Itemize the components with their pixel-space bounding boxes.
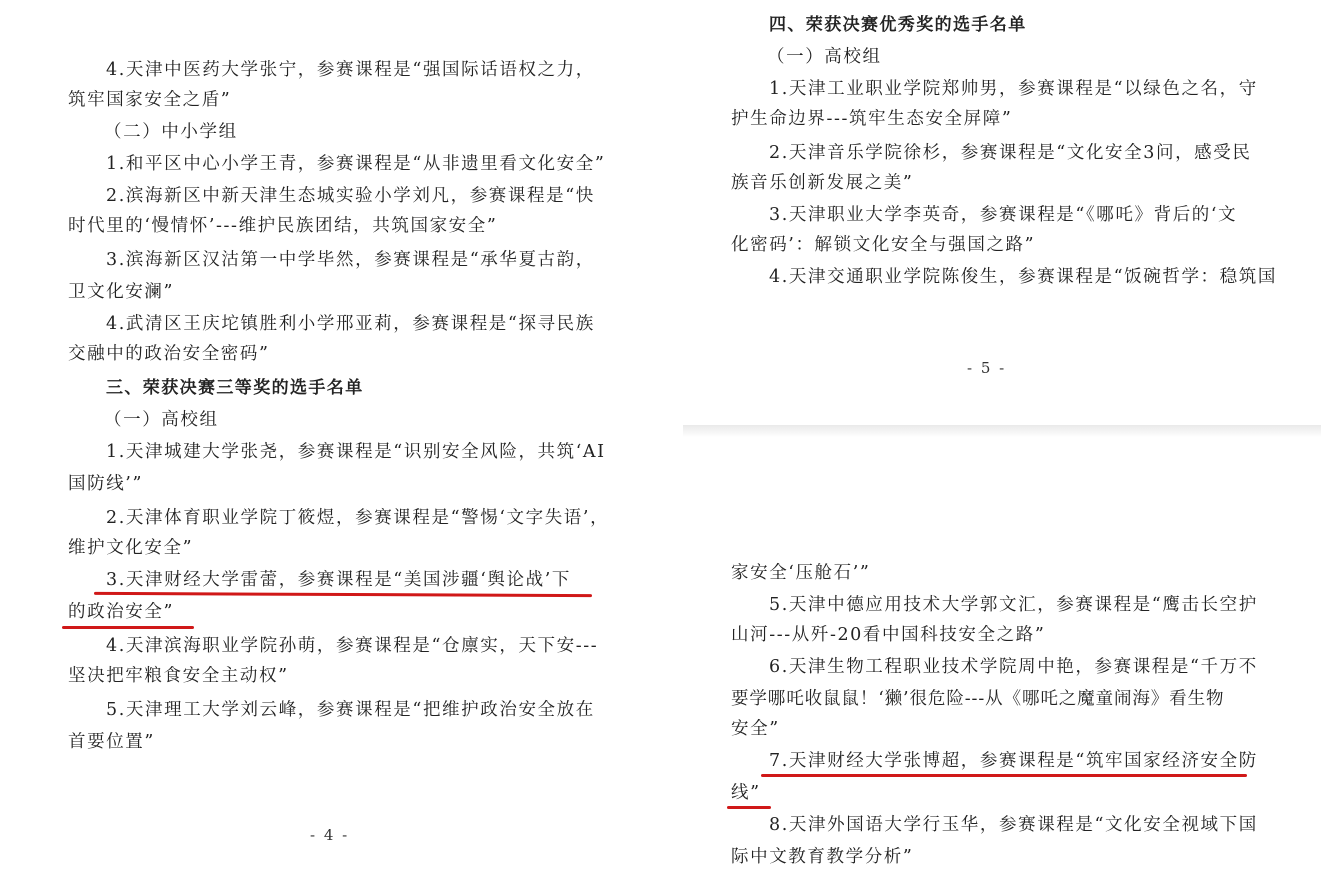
text-line: 卫文化安澜” xyxy=(68,282,175,302)
section-heading: 三、荣获决赛三等奖的选手名单 xyxy=(106,378,364,398)
text-line: 3.天津职业大学李英奇，参赛课程是“《哪吒》背后的‘文 xyxy=(769,205,1238,225)
text-line: 交融中的政治安全密码” xyxy=(68,344,270,364)
section-heading: 四、荣获决赛优秀奖的选手名单 xyxy=(769,15,1027,35)
text-line: 际中文教育教学分析” xyxy=(731,847,914,867)
red-underline xyxy=(727,806,771,809)
section-subheading: （一）高校组 xyxy=(767,47,882,67)
text-line: 首要位置” xyxy=(68,732,155,752)
text-line: 时代里的‘慢情怀’---维护民族团结，共筑国家安全” xyxy=(68,216,498,236)
section-subheading: （一）高校组 xyxy=(104,410,219,430)
right-top-page xyxy=(683,0,1331,425)
red-underline xyxy=(62,626,194,629)
text-line: 维护文化安全” xyxy=(68,538,194,558)
page-number: - 5 - xyxy=(967,359,1007,377)
text-line: 4.武清区王庆坨镇胜利小学邢亚莉，参赛课程是“探寻民族 xyxy=(106,314,595,334)
highlighted-text-line: 线” xyxy=(731,783,761,803)
page-separator xyxy=(683,425,1321,437)
text-line: 2.天津体育职业学院丁筱煜，参赛课程是“警惕‘文字失语’， xyxy=(106,508,610,528)
text-line: 1.和平区中心小学王青，参赛课程是“从非遗里看文化安全” xyxy=(106,154,606,174)
text-line: 2.天津音乐学院徐杉，参赛课程是“文化安全3问，感受民 xyxy=(769,143,1252,163)
text-line: 护生命边界---筑牢生态安全屏障” xyxy=(731,109,1013,129)
highlighted-text-line: 的政治安全” xyxy=(68,602,175,622)
text-line: 3.滨海新区汉沽第一中学毕然，参赛课程是“承华夏古韵， xyxy=(106,250,595,270)
text-line: 家安全‘压舱石’” xyxy=(731,563,871,583)
red-underline xyxy=(761,774,1247,777)
text-line: 5.天津理工大学刘云峰，参赛课程是“把维护政治安全放在 xyxy=(106,700,595,720)
text-line: 国防线’” xyxy=(68,474,144,494)
red-underline xyxy=(94,592,592,597)
text-line: 1.天津城建大学张尧，参赛课程是“识别安全风险，共筑‘AI xyxy=(106,442,606,462)
highlighted-text-line: 3.天津财经大学雷蕾，参赛课程是“美国涉疆‘舆论战’下 xyxy=(106,570,571,590)
highlighted-text-line: 7.天津财经大学张博超，参赛课程是“筑牢国家经济安全防 xyxy=(769,751,1258,771)
text-line: 6.天津生物工程职业技术学院周中艳，参赛课程是“千万不 xyxy=(769,657,1258,677)
text-line: 4.天津交通职业学院陈俊生，参赛课程是“饭碗哲学：稳筑国 xyxy=(769,267,1277,287)
text-line: 坚决把牢粮食安全主动权” xyxy=(68,666,289,686)
text-line: 8.天津外国语大学行玉华，参赛课程是“文化安全视域下国 xyxy=(769,815,1258,835)
text-line: 筑牢国家安全之盾” xyxy=(68,90,232,110)
text-line: 要学哪吒收鼠鼠！‘獭’很危险---从《哪吒之魔童闹海》看生物 xyxy=(731,689,1225,709)
page-number: - 4 - xyxy=(310,826,350,844)
left-page xyxy=(0,0,660,877)
text-line: 化密码’：解锁文化安全与强国之路” xyxy=(731,235,1036,255)
text-line: 2.滨海新区中新天津生态城实验小学刘凡，参赛课程是“快 xyxy=(106,186,595,206)
text-line: 安全” xyxy=(731,719,780,739)
right-bottom-page xyxy=(683,437,1331,877)
text-line: 1.天津工业职业学院郑帅男，参赛课程是“以绿色之名，守 xyxy=(769,79,1258,99)
text-line: 族音乐创新发展之美” xyxy=(731,173,914,193)
text-line: 5.天津中德应用技术大学郭文汇，参赛课程是“鹰击长空护 xyxy=(769,595,1258,615)
text-line: 4.天津滨海职业学院孙萌，参赛课程是“仓廪实，天下安--- xyxy=(106,636,599,656)
text-line: 山河---从歼-20看中国科技安全之路” xyxy=(731,625,1046,645)
text-line: 4.天津中医药大学张宁，参赛课程是“强国际话语权之力， xyxy=(106,60,595,80)
section-subheading: （二）中小学组 xyxy=(104,122,238,142)
